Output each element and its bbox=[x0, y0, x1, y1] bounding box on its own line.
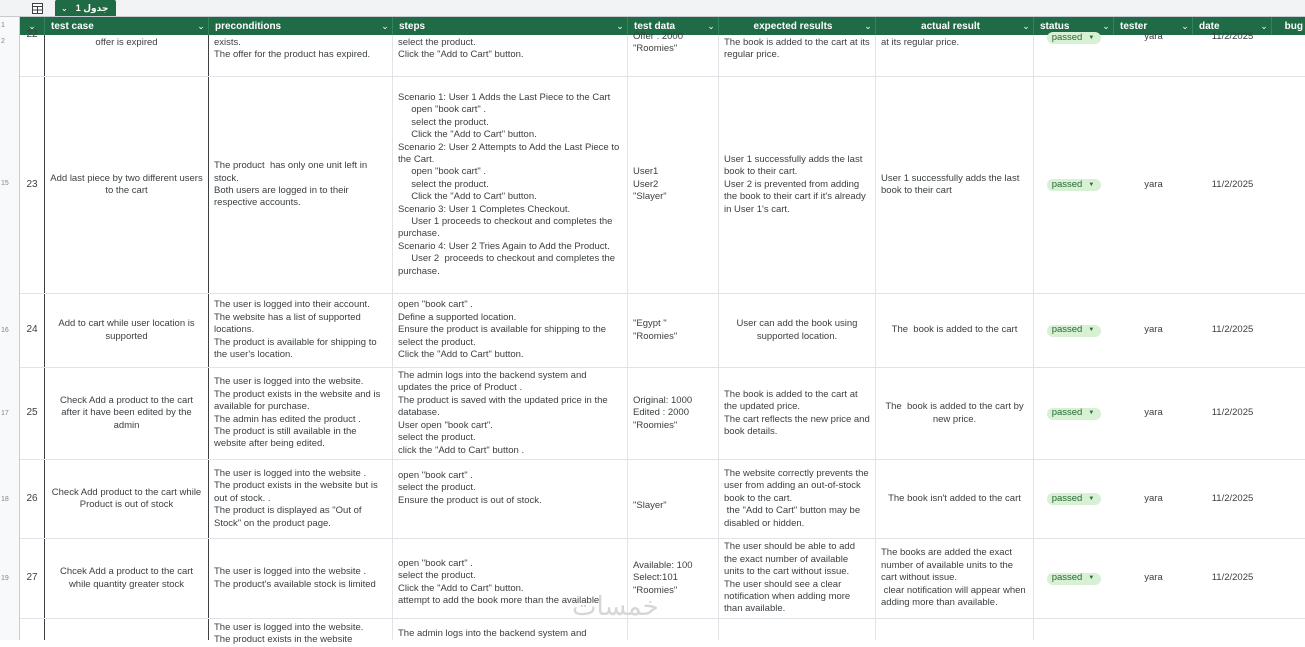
status-chip[interactable]: passed ▼ bbox=[1047, 32, 1102, 44]
column-header-label: tester bbox=[1120, 20, 1148, 32]
column-header-label: test data bbox=[634, 20, 676, 32]
row-id-cell[interactable]: 23 bbox=[20, 77, 45, 293]
tester-cell[interactable]: yara bbox=[1144, 572, 1163, 584]
expected-results-cell[interactable]: The book is added to the cart at the updated price. The cart reflects the new price and book details. bbox=[719, 368, 876, 459]
row-number[interactable]: 18 bbox=[1, 496, 9, 503]
column-header-bug[interactable] bbox=[1272, 17, 1305, 35]
bug-cell[interactable] bbox=[1272, 77, 1305, 293]
column-header-expected-results[interactable] bbox=[719, 17, 876, 35]
actual-result-cell[interactable]: The books are added the exact number of available units to the cart without issue. clear notification will appear when adding more than available. bbox=[876, 539, 1034, 618]
bug-cell[interactable] bbox=[1272, 619, 1305, 640]
steps-cell[interactable]: open "book cart" . select the product. Ensure the product is out of stock. bbox=[393, 460, 628, 538]
column-header-label: steps bbox=[399, 20, 426, 32]
table-icon-button[interactable] bbox=[22, 0, 52, 16]
table-row[interactable] bbox=[20, 29, 1305, 77]
tester-cell[interactable]: yara bbox=[1144, 31, 1163, 42]
preconditions-cell[interactable]: exists. The offer for the product has expired. bbox=[209, 35, 393, 76]
actual-result-cell[interactable]: at its regular price. bbox=[876, 35, 1034, 76]
row-number[interactable]: 2 bbox=[1, 38, 5, 45]
preconditions-cell[interactable]: The user is logged into the website. The product exists in the website and is available for purchase. The admin has edited the product . The product is still available in the website after being edited. bbox=[209, 368, 393, 459]
expected-results-cell[interactable]: The website correctly prevents the user from adding an out-of-stock book to the cart. the "Add to Cart" button may be disabled or hidden. bbox=[719, 460, 876, 538]
sheet-tab-bar bbox=[0, 0, 1305, 17]
preconditions-cell[interactable]: The user is logged into the website. The product exists in the website bbox=[209, 619, 393, 640]
date-cell[interactable]: 11/2/2025 bbox=[1211, 31, 1254, 42]
status-cell[interactable] bbox=[1034, 294, 1114, 367]
expected-results-cell[interactable] bbox=[719, 619, 876, 640]
test-data-cell[interactable]: Offer : 2000 "Roomies" bbox=[628, 35, 719, 76]
table-row[interactable] bbox=[20, 460, 1305, 539]
preconditions-cell[interactable]: The user is logged into the website . The product exists in the website but is out of stock. . The product is displayed as "Out of Stock" on the product page. bbox=[209, 460, 393, 538]
test-data-cell[interactable] bbox=[628, 619, 719, 640]
tester-cell[interactable]: yara bbox=[1144, 492, 1163, 504]
table-row[interactable] bbox=[20, 619, 1305, 646]
column-header-steps[interactable] bbox=[393, 17, 628, 35]
chevron-down-icon[interactable]: ⌄ bbox=[1260, 20, 1268, 31]
chevron-down-icon[interactable]: ⌄ bbox=[864, 20, 872, 31]
steps-cell[interactable]: Scenario 1: User 1 Adds the Last Piece to the Cart open "book cart" . select the product. Click the "Add to Cart" button. Scenario 2: User 2 Attempts to Add the Last Piece to the Cart. open "book cart" . select the product. Click the "Add to Cart" button. Scenario 3: User 1 Completes Checkout. User 1 proceeds to checkout and completes the purchase. Scenario 4: User 2 Tries Again to Add the Product. User 2 proceeds to checkout and completes the purchase. bbox=[393, 77, 628, 293]
test-data-cell[interactable]: "Egypt " "Roomies" bbox=[628, 294, 719, 367]
status-cell[interactable] bbox=[1034, 460, 1114, 538]
dropdown-caret-icon[interactable]: ▼ bbox=[1088, 327, 1095, 334]
row-number[interactable]: 17 bbox=[1, 410, 9, 417]
column-header-preconditions[interactable] bbox=[209, 17, 393, 35]
chevron-down-icon[interactable]: ⌄ bbox=[1022, 20, 1030, 31]
row-id-cell[interactable]: 24 bbox=[20, 294, 45, 367]
status-cell[interactable] bbox=[1034, 368, 1114, 459]
status-chip[interactable]: passed ▼ bbox=[1047, 325, 1102, 337]
test-case-cell[interactable]: Check Add a product to the cart after it have been edited by the admin bbox=[45, 368, 209, 459]
test-data-cell[interactable]: Original: 1000 Edited : 2000 "Roomies" bbox=[628, 368, 719, 459]
date-cell[interactable]: 11/2/2025 bbox=[1211, 572, 1254, 584]
test-data-cell[interactable]: User1 User2 "Slayer" bbox=[628, 77, 719, 293]
column-header-label: test case bbox=[51, 20, 94, 32]
dropdown-caret-icon[interactable]: ▼ bbox=[1088, 495, 1095, 502]
chevron-down-icon[interactable]: ⌄ bbox=[197, 20, 205, 31]
row-number[interactable]: 19 bbox=[1, 575, 9, 582]
chevron-down-icon[interactable]: ⌄ bbox=[616, 20, 624, 31]
table-icon bbox=[32, 3, 43, 14]
expected-results-cell[interactable]: The user should be able to add the exact number of available units to the cart without issue. The user should see a clear notification when adding more than available. bbox=[719, 539, 876, 618]
expected-results-cell[interactable]: User 1 successfully adds the last book to their cart. User 2 is prevented from adding the book to their cart if it's already in User 1's cart. bbox=[719, 77, 876, 293]
row-id-cell[interactable]: 26 bbox=[20, 460, 45, 538]
actual-result-cell[interactable]: The book isn't added to the cart bbox=[876, 460, 1034, 538]
table-tab-label: جدول 1 bbox=[75, 2, 109, 13]
status-chip[interactable]: passed ▼ bbox=[1047, 179, 1102, 191]
date-cell[interactable] bbox=[1193, 619, 1272, 640]
dropdown-caret-icon[interactable]: ▼ bbox=[1088, 575, 1095, 582]
column-header-actual-result[interactable] bbox=[876, 17, 1034, 35]
chevron-down-icon[interactable]: ⌄ bbox=[1181, 20, 1189, 31]
table-row[interactable] bbox=[20, 368, 1305, 460]
column-header-test-case[interactable] bbox=[45, 17, 209, 35]
status-cell[interactable] bbox=[1034, 539, 1114, 618]
status-cell[interactable] bbox=[1034, 77, 1114, 293]
row-id-cell[interactable]: 27 bbox=[20, 539, 45, 618]
row-number[interactable]: 15 bbox=[1, 180, 9, 187]
actual-result-cell[interactable]: The book is added to the cart bbox=[876, 294, 1034, 367]
watermark: خمسات bbox=[572, 592, 659, 622]
steps-cell[interactable]: The admin logs into the backend system and bbox=[393, 619, 628, 640]
dropdown-caret-icon[interactable]: ▼ bbox=[1088, 181, 1095, 188]
table-row[interactable] bbox=[20, 539, 1305, 619]
bug-cell[interactable] bbox=[1272, 294, 1305, 367]
test-case-cell[interactable]: offer is expired bbox=[45, 35, 209, 76]
expected-results-cell[interactable]: User can add the book using supported location. bbox=[719, 294, 876, 367]
steps-cell[interactable]: open "book cart" . select the product. Click the "Add to Cart" button. attempt to add the book more than the available. bbox=[393, 539, 628, 618]
expected-results-cell[interactable]: The book is added to the cart at its regular price. bbox=[719, 35, 876, 76]
status-cell[interactable] bbox=[1034, 31, 1114, 76]
tester-cell[interactable] bbox=[1114, 619, 1193, 640]
column-header-label: expected results bbox=[753, 20, 833, 32]
bug-cell[interactable] bbox=[1272, 460, 1305, 538]
status-chip[interactable]: passed ▼ bbox=[1047, 573, 1102, 585]
row-number[interactable]: 16 bbox=[1, 327, 9, 334]
bug-cell[interactable] bbox=[1272, 368, 1305, 459]
date-cell[interactable]: 11/2/2025 bbox=[1211, 407, 1254, 419]
table-tab[interactable] bbox=[55, 0, 116, 16]
chevron-down-icon[interactable]: ⌄ bbox=[381, 20, 389, 31]
bug-cell[interactable] bbox=[1272, 539, 1305, 618]
test-case-cell[interactable]: Add to cart while user location is supported bbox=[45, 294, 209, 367]
table-row[interactable] bbox=[20, 77, 1305, 294]
test-case-cell[interactable]: Add last piece by two different users to the cart bbox=[45, 77, 209, 293]
row-number-gutter bbox=[0, 17, 20, 640]
row-id-cell[interactable] bbox=[20, 619, 45, 640]
test-data-cell[interactable]: Available: 100 Select:101 "Roomies" bbox=[628, 539, 719, 618]
actual-result-cell[interactable]: User 1 successfully adds the last book to their cart bbox=[876, 77, 1034, 293]
row-number[interactable]: 1 bbox=[1, 22, 5, 29]
date-cell[interactable]: 11/2/2025 bbox=[1211, 178, 1254, 190]
row-id-cell[interactable]: 25 bbox=[20, 368, 45, 459]
tester-cell[interactable]: yara bbox=[1144, 324, 1163, 336]
dropdown-caret-icon[interactable]: ▼ bbox=[1088, 410, 1095, 417]
test-case-cell[interactable] bbox=[45, 619, 209, 640]
status-chip[interactable]: passed ▼ bbox=[1047, 408, 1102, 420]
column-header-label: actual result bbox=[921, 20, 980, 32]
actual-result-cell[interactable]: The book is added to the cart by new price. bbox=[876, 368, 1034, 459]
date-cell[interactable]: 11/2/2025 bbox=[1211, 492, 1254, 504]
dropdown-caret-icon[interactable]: ▼ bbox=[1088, 34, 1095, 41]
column-header-label: preconditions bbox=[215, 20, 282, 32]
bug-cell[interactable] bbox=[1272, 35, 1305, 76]
actual-result-cell[interactable] bbox=[876, 619, 1034, 640]
tester-cell[interactable]: yara bbox=[1144, 178, 1163, 190]
column-header-label: bug bbox=[1284, 20, 1303, 32]
test-case-cell[interactable]: Check Add product to the cart while Product is out of stock bbox=[45, 460, 209, 538]
steps-cell[interactable]: The admin logs into the backend system and updates the price of Product . The product is saved with the updated price in the database. User open "book cart". select the product. click the "Add to Cart" button . bbox=[393, 368, 628, 459]
tester-cell[interactable]: yara bbox=[1144, 407, 1163, 419]
status-cell[interactable] bbox=[1034, 619, 1114, 640]
row-id-cell[interactable]: 22 bbox=[20, 35, 45, 76]
preconditions-cell[interactable]: The user is logged into their account. The website has a list of supported locations. The product is available for shipping to the user's location. bbox=[209, 294, 393, 367]
chevron-down-icon[interactable]: ⌄ bbox=[1102, 20, 1110, 31]
chevron-down-icon[interactable]: ⌄ bbox=[28, 20, 36, 31]
steps-cell[interactable]: open "book cart" . Define a supported location. Ensure the product is available for shipping to the select the product. Click the "Add to Cart" button. bbox=[393, 294, 628, 367]
chevron-down-icon[interactable]: ⌄ bbox=[61, 3, 68, 13]
status-chip[interactable]: passed ▼ bbox=[1047, 493, 1102, 505]
table-row[interactable] bbox=[20, 294, 1305, 368]
test-data-cell[interactable]: "Slayer" bbox=[628, 460, 719, 538]
steps-cell[interactable]: select the product. Click the "Add to Cart" button. bbox=[393, 35, 628, 76]
preconditions-cell[interactable]: The product has only one unit left in stock. Both users are logged in to their respective accounts. bbox=[209, 77, 393, 293]
column-header-label: status bbox=[1040, 20, 1070, 32]
preconditions-cell[interactable]: The user is logged into the website . The product's available stock is limited bbox=[209, 539, 393, 618]
test-case-cell[interactable]: Chcek Add a product to the cart while quantity greater stock bbox=[45, 539, 209, 618]
date-cell[interactable]: 11/2/2025 bbox=[1211, 324, 1254, 336]
chevron-down-icon[interactable]: ⌄ bbox=[707, 20, 715, 31]
column-header-label: date bbox=[1199, 20, 1220, 32]
